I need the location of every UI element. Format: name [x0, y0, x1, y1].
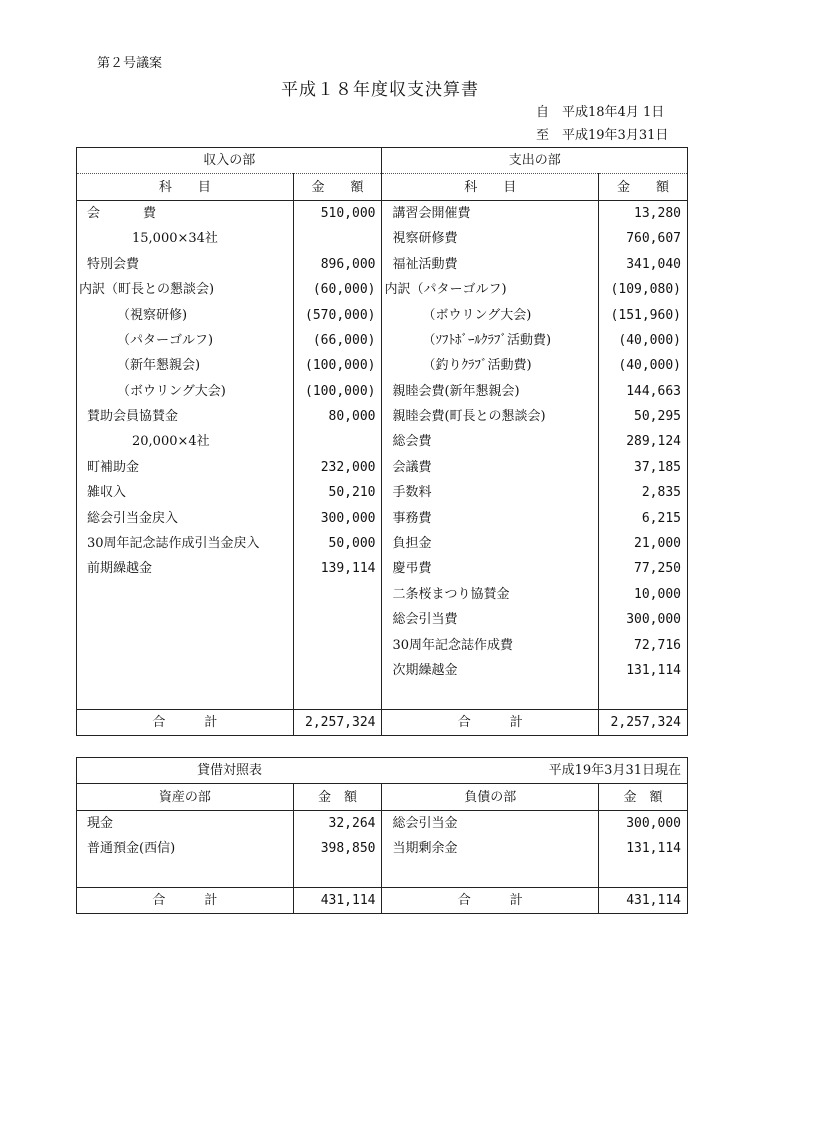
income-item-label: [77, 607, 294, 632]
table-row: [77, 328, 688, 353]
total-row: [77, 709, 688, 735]
assets-header: 資産の部: [77, 784, 294, 810]
income-item-label: 20,000×4社: [77, 429, 294, 454]
table-row: [77, 505, 688, 530]
income-item-amount: 80,000: [293, 404, 382, 429]
expense-item-label: 負担金: [382, 531, 599, 556]
income-item-label: （新年懇親会): [77, 353, 294, 378]
table-row: [77, 658, 688, 683]
expense-item-label: 次期繰越金: [382, 658, 599, 683]
asset-amount: 398,850: [293, 836, 382, 861]
expense-item-label: 30周年記念誌作成費: [382, 632, 599, 657]
income-total-amount: 2,257,324: [293, 709, 382, 735]
income-item-label: 雑収入: [77, 480, 294, 505]
income-item-amount: [293, 429, 382, 454]
asset-label: 普通預金(西信): [77, 836, 294, 861]
assets-total-amount: 431,114: [293, 887, 382, 913]
table-row: [77, 862, 688, 888]
income-item-amount: 232,000: [293, 455, 382, 480]
table-row: [77, 836, 688, 861]
income-item-label: 前期繰越金: [77, 556, 294, 581]
income-item-label: 賛助会員協賛金: [77, 404, 294, 429]
income-item-amount: 510,000: [293, 200, 382, 226]
expense-item-label: 手数料: [382, 480, 599, 505]
expense-item-label: 視察研修費: [382, 226, 599, 251]
table-row: [77, 404, 688, 429]
asset-amount: 32,264: [293, 810, 382, 836]
expense-item-label: 親睦会費(町長との懇談会): [382, 404, 599, 429]
assets-total-label: 合 計: [77, 887, 294, 913]
expense-item-amount: 289,124: [626, 434, 681, 450]
liability-label: 総会引当金: [382, 810, 599, 836]
income-item-label: [77, 683, 294, 709]
expense-item-amount: 13,280: [634, 205, 681, 221]
table-row: [77, 632, 688, 657]
table-row: [77, 556, 688, 581]
income-item-amount: [293, 632, 382, 657]
income-expense-table: [76, 147, 688, 736]
expense-item-amount: (40,000): [618, 332, 681, 348]
expense-item-amount: 72,716: [634, 637, 681, 653]
income-item-amount: (570,000): [293, 302, 382, 327]
income-item-amount: [293, 582, 382, 607]
table-row: [77, 683, 688, 709]
income-item-header: 科 目: [77, 174, 294, 200]
expense-item-amount: 21,000: [634, 536, 681, 552]
document-title: 平成１８年度収支決算書: [281, 80, 479, 100]
asset-label: [77, 862, 294, 888]
table-row: [77, 480, 688, 505]
income-item-amount: [293, 683, 382, 709]
assets-amount-header: 金 額: [293, 784, 382, 810]
expense-item-amount: 10,000: [634, 586, 681, 602]
expense-total-label: 合 計: [382, 709, 599, 735]
table-row: [77, 302, 688, 327]
liability-label: [382, 862, 599, 888]
balance-sheet-title: 貸借対照表: [77, 758, 382, 784]
expense-item-label: （釣りｸﾗﾌﾞ活動費): [382, 353, 599, 378]
expense-item-label: 福祉活動費: [382, 252, 599, 277]
income-item-label: [77, 658, 294, 683]
expense-section-title: 支出の部: [382, 148, 688, 174]
expense-item-header: 科 目: [382, 174, 599, 200]
table-row: [77, 582, 688, 607]
expense-item-amount: 144,663: [626, 383, 681, 399]
liabilities-total-amount: 431,114: [599, 887, 688, 913]
expense-item-label: 内訳（パターゴルフ): [382, 277, 599, 302]
expense-item-amount: (109,080): [610, 282, 681, 298]
expense-item-amount: 131,114: [626, 663, 681, 678]
document-number: 第２号議案: [97, 56, 163, 71]
expense-amount-header: 金 額: [599, 174, 688, 200]
income-item-label: 特別会費: [77, 252, 294, 277]
expense-item-label: 講習会開催費: [382, 200, 599, 226]
expense-item-label: 会議費: [382, 455, 599, 480]
expense-item-label: 慶弔費: [382, 556, 599, 581]
expense-item-label: （ｿﾌﾄﾎﾞｰﾙｸﾗﾌﾞ活動費): [382, 328, 599, 353]
table-row: [77, 226, 688, 251]
expense-item-label: 二条桜まつり協賛金: [382, 582, 599, 607]
expense-item-amount: 760,607: [626, 231, 681, 247]
income-item-label: [77, 632, 294, 657]
expense-item-label: （ボウリング大会): [382, 302, 599, 327]
income-item-amount: [293, 226, 382, 251]
liabilities-amount-header: 金 額: [599, 784, 688, 810]
total-row: [77, 887, 688, 913]
income-item-label: 15,000×34社: [77, 226, 294, 251]
asset-label: 現金: [77, 810, 294, 836]
income-total-label: 合 計: [77, 709, 294, 735]
income-item-amount: (60,000): [293, 277, 382, 302]
asset-amount: [293, 862, 382, 888]
expense-item-label: 親睦会費(新年懇親会): [382, 379, 599, 404]
liability-label: 当期剰余金: [382, 836, 599, 861]
income-item-label: 内訳（町長との懇談会): [77, 277, 294, 302]
liability-amount: [599, 862, 688, 888]
table-row: [77, 252, 688, 277]
table-row: [77, 200, 688, 226]
liabilities-total-label: 合 計: [382, 887, 599, 913]
balance-sheet-as-of: 平成19年3月31日現在: [382, 758, 688, 784]
expense-item-amount: 300,000: [626, 612, 681, 628]
expense-item-amount: 2,835: [641, 485, 681, 501]
expense-item-label: [382, 683, 599, 709]
table-row: [77, 455, 688, 480]
liability-amount: 300,000: [626, 815, 681, 831]
table-row: [77, 379, 688, 404]
income-item-label: （ボウリング大会): [77, 379, 294, 404]
income-item-label: 会 費: [77, 200, 294, 226]
period-from: 自 平成18年4月 1日: [536, 105, 665, 120]
income-item-label: （パターゴルフ): [77, 328, 294, 353]
income-item-amount: [293, 607, 382, 632]
income-section-title: 収入の部: [77, 148, 382, 174]
expense-item-amount: [599, 683, 688, 709]
balance-sheet-table: [76, 757, 688, 914]
income-item-label: 総会引当金戻入: [77, 505, 294, 530]
expense-total-amount: 2,257,324: [599, 709, 688, 735]
income-item-amount: 139,114: [293, 556, 382, 581]
expense-item-label: 総会費: [382, 429, 599, 454]
income-item-label: [77, 582, 294, 607]
income-item-amount: 50,210: [293, 480, 382, 505]
table-row: [77, 277, 688, 302]
table-row: [77, 531, 688, 556]
table-row: [77, 429, 688, 454]
liability-amount: 131,114: [626, 841, 681, 857]
table-row: [77, 353, 688, 378]
expense-item-amount: 37,185: [634, 459, 681, 475]
liabilities-header: 負債の部: [382, 784, 599, 810]
income-item-label: 30周年記念誌作成引当金戻入: [77, 531, 294, 556]
income-item-amount: 300,000: [293, 505, 382, 530]
expense-item-amount: 6,215: [641, 510, 681, 526]
table-row: [77, 607, 688, 632]
period-to: 至 平成19年3月31日: [536, 128, 669, 143]
expense-item-amount: (151,960): [610, 307, 681, 323]
income-item-amount: (66,000): [293, 328, 382, 353]
income-item-amount: [293, 658, 382, 683]
expense-item-amount: 77,250: [634, 561, 681, 577]
income-item-amount: 50,000: [293, 531, 382, 556]
income-item-amount: 896,000: [293, 252, 382, 277]
expense-item-amount: 50,295: [634, 409, 681, 425]
income-amount-header: 金 額: [293, 174, 382, 200]
income-item-label: （視察研修): [77, 302, 294, 327]
income-item-amount: (100,000): [293, 353, 382, 378]
expense-item-label: 事務費: [382, 505, 599, 530]
table-row: [77, 810, 688, 836]
expense-item-label: 総会引当費: [382, 607, 599, 632]
expense-item-amount: 341,040: [626, 256, 681, 272]
expense-item-amount: (40,000): [618, 358, 681, 374]
income-item-label: 町補助金: [77, 455, 294, 480]
income-item-amount: (100,000): [293, 379, 382, 404]
